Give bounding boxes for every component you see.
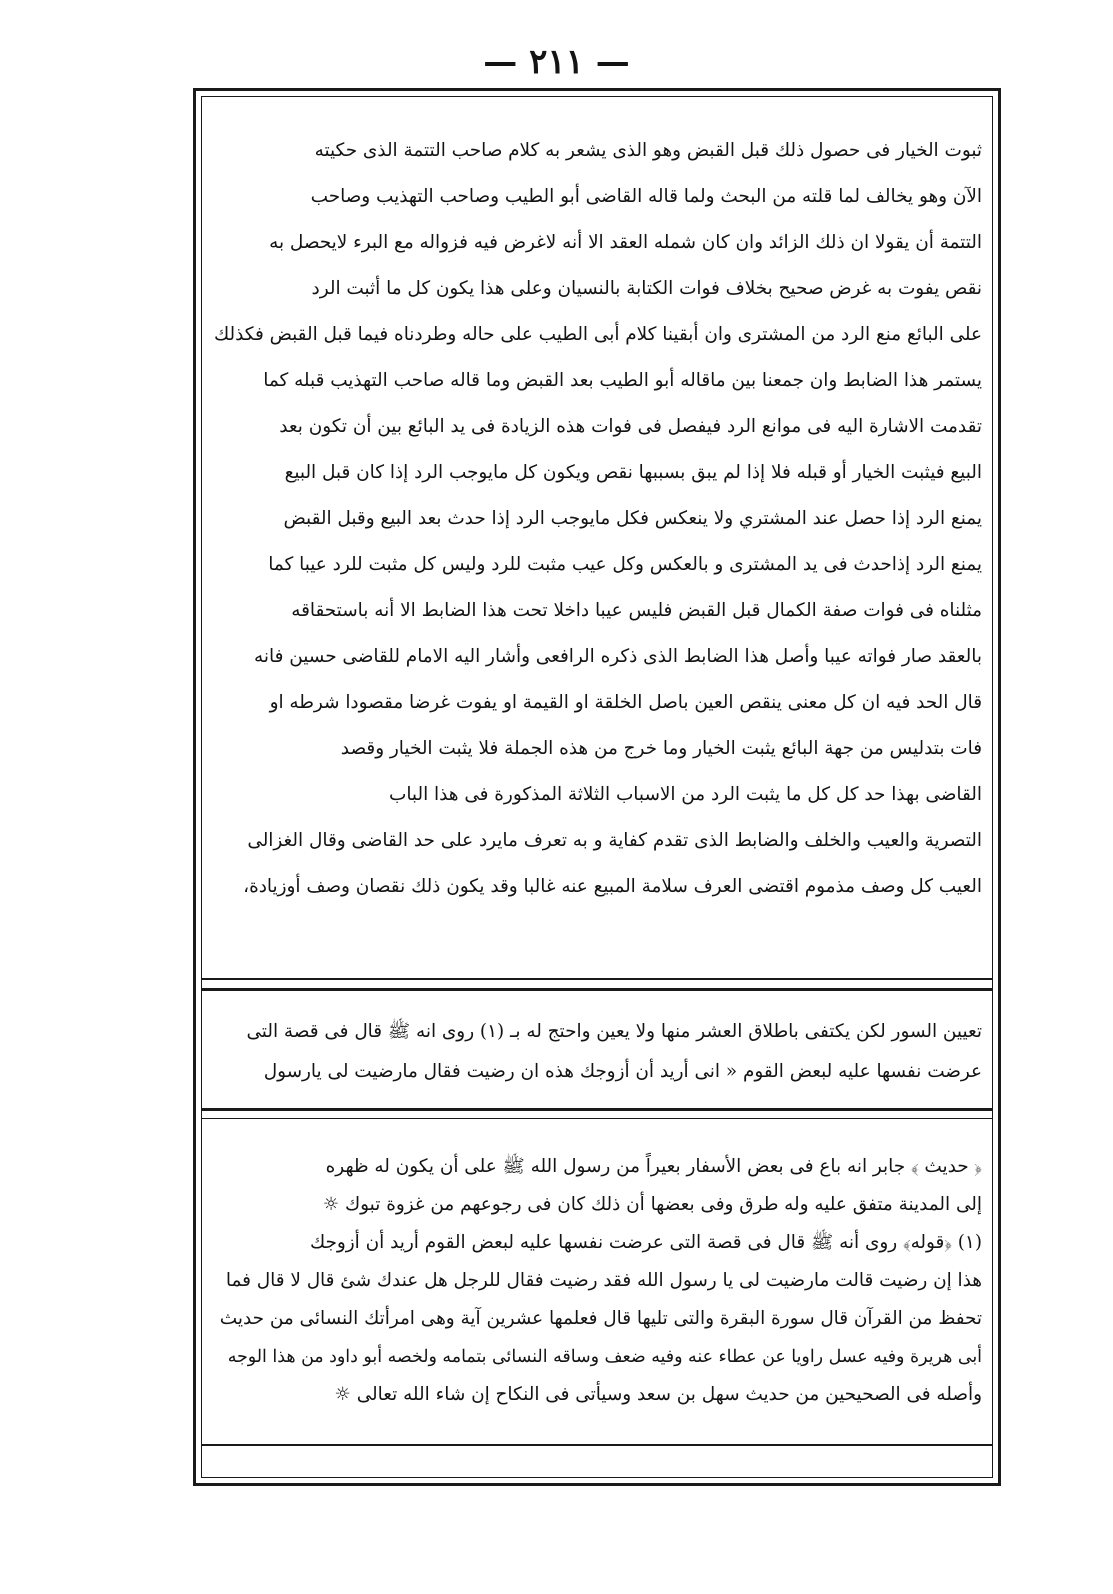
text-line: على البائع منع الرد من المشترى وان أبقينا كلام أبى الطيب على حاله وطردناه فيما قبل القبض فكذلك [214,324,982,345]
text-line: نقص يفوت به غرض صحيح بخلاف فوات الكتابة بالنسيان وعلى هذا يكون كل ما أثبت الرد [311,278,982,299]
text-line: الآن وهو يخالف لما قلته من البحث ولما قاله القاضى أبو الطيب وصاحب التهذيب وصاحب [310,186,982,207]
section-divider [201,988,993,991]
footnote-line: (١) ﴿قوله﴾ روى أنه ﷺ قال فى قصة التى عرضت نفسها عليه لبعض القوم أريد أن أزوجك [310,1232,982,1253]
text-line: التصرية والعيب والخلف والضابط الذى تقدم كفاية و به تعرف مايرد على حد القاضى وقال الغزالى [247,830,982,851]
footnote-line: هذا إن رضيت قالت مارضيت لى يا رسول الله فقد رضيت فقال للرجل هل عندك شئ قال لا قال فما [225,1270,982,1291]
main-text-block [212,128,982,910]
text-line: فات بتدليس من جهة البائع يثبت الخيار وما خرج من هذه الجملة فلا يثبت الخيار وقصد [340,738,982,759]
footnote-line: أبى هريرة وفيه عسل راويا عن عطاء عنه وفيه ضعف وساقه النسائى بتمامه ولخصه أبو داود من هذا الوجه [227,1347,982,1367]
text-line: قال الحد فيه ان كل معنى ينقص العين باصل الخلقة او القيمة او يفوت غرضا مقصودا شرطه او [269,692,982,713]
bottom-divider [201,1444,993,1446]
footnote-line: تحفظ من القرآن قال سورة البقرة والتى تليها قال فعلمها عشرين آية وهى امرأتك النسائى من حديث [219,1308,982,1329]
text-line: البيع فيثبت الخيار أو قبله فلا إذا لم يبق بسببها نقص ويكون كل مايوجب الرد إذا كان قبل البيع [284,462,982,483]
text-line: مثلناه فى فوات صفة الكمال قبل القبض فليس عيبا داخلا تحت هذا الضابط الا أنه باستحقاقه [291,600,982,621]
footnote-line: تعيين السور لكن يكتفى باطلاق العشر منها ولا يعين واحتج له بـ (١) روى انه ﷺ قال فى قصة التى [246,1021,982,1042]
text-line: يمنع الرد إذاحدث فى يد المشترى و بالعكس وكل عيب مثبت للرد وليس كل مثبت للرد عيبا كما [268,554,982,575]
section-divider [201,1108,993,1111]
text-line: بالعقد صار فواته عيبا وأصل هذا الضابط الذى ذكره الرافعى وأشار اليه الامام للقاضى حسين فانه [254,646,982,667]
footnote-line: إلى المدينة متفق عليه وله طرق وفى بعضها أن ذلك كان فى رجوعهم من غزوة تبوك ☼ [322,1194,982,1215]
text-line: التتمة أن يقولا ان ذلك الزائد وان كان شمله العقد الا أنه لاغرض فيه فزواله مع البرء لايحصل به [269,232,982,253]
section-divider [201,978,993,980]
text-line: يستمر هذا الضابط وان جمعنا بين ماقاله أبو الطيب بعد القبض وما قاله صاحب التهذيب قبله كما [263,370,982,391]
text-line: القاضى بهذا حد كل كل ما يثبت الرد من الاسباب الثلاثة المذكورة فى هذا الباب [389,784,982,805]
upper-footnote-block [212,1012,982,1092]
text-line: العيب كل وصف مذموم اقتضى العرف سلامة المبيع عنه غالبا وقد يكون ذلك نقصان وصف أوزيادة، [243,876,982,897]
lower-footnote-block [212,1148,982,1414]
text-line: تقدمت الاشارة اليه فى موانع الرد فيفصل فى فوات هذه الزيادة فى يد البائع بين أن تكون بعد [279,416,982,437]
text-line: يمنع الرد إذا حصل عند المشتري ولا ينعكس فكل مايوجب الرد إذا حدث بعد البيع وقبل القبض [283,508,982,529]
page-number: — ٢١١ — [483,42,630,82]
text-line: ثبوت الخيار فى حصول ذلك قبل القبض وهو الذى يشعر به كلام صاحب التتمة الذى حكيته [314,140,982,161]
footnote-line: وأصله فى الصحيحين من حديث سهل بن سعد وسيأتى فى النكاح إن شاء الله تعالى ☼ [334,1384,982,1405]
footnote-line: عرضت نفسها عليه لبعض القوم « انى أريد أن أزوجك هذه ان رضيت فقال مارضيت لى يارسول [263,1061,982,1082]
footnote-line: ﴿ حديث ﴾ جابر انه باع فى بعض الأسفار بعيراً من رسول الله ﷺ على أن يكون له ظهره [325,1156,982,1177]
section-divider [201,1118,993,1119]
